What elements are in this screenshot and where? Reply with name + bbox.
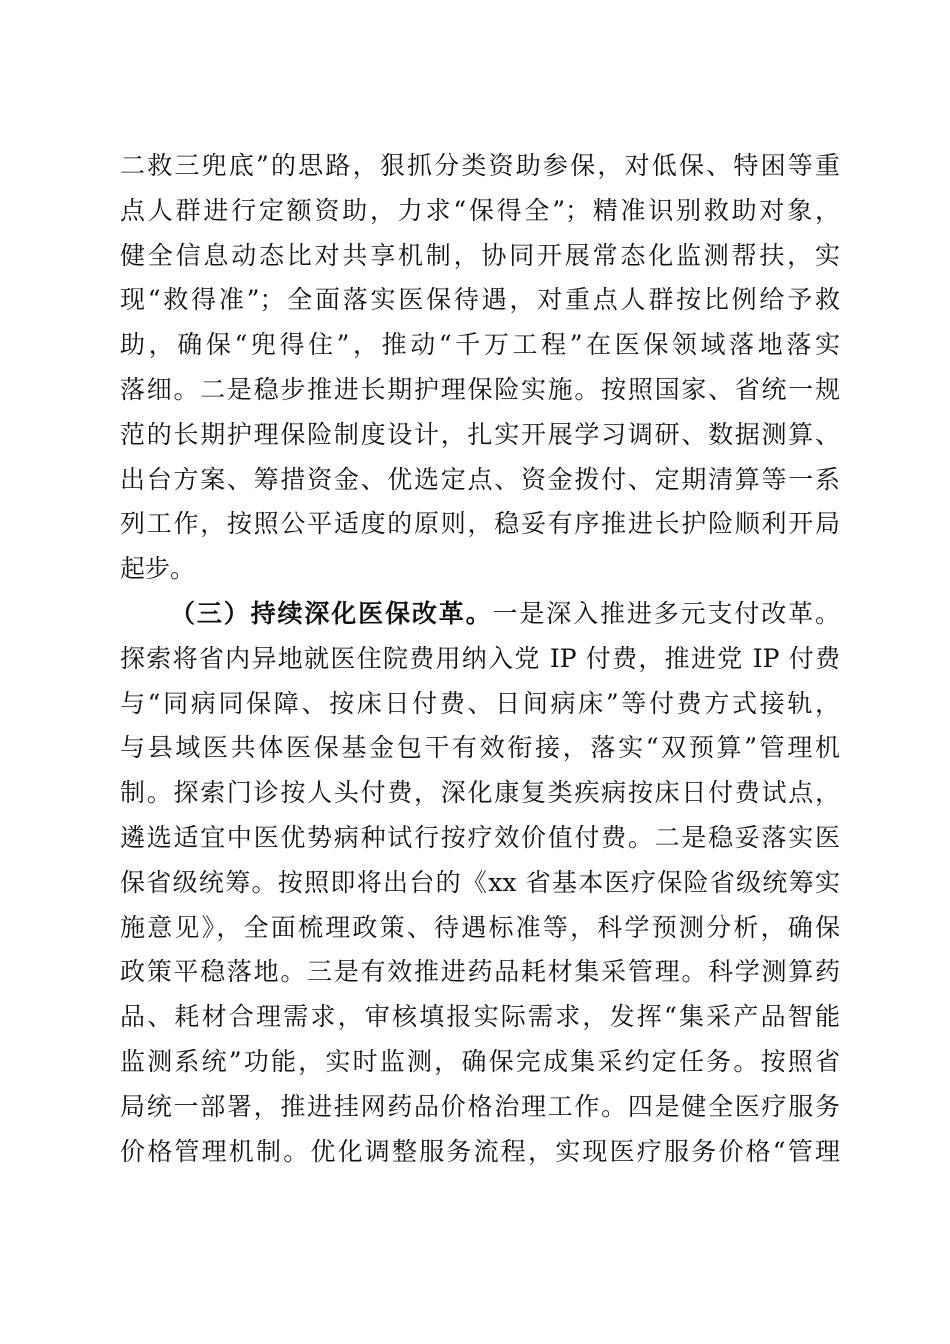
text-line: 制。探索门诊按人头付费，深化康复类疾病按床日付费试点， [120, 778, 840, 808]
text-line: 健全信息动态比对共享机制，协同开展常态化监测帮扶，实 [120, 240, 840, 270]
text-line: 保省级统筹。按照即将出台的《xx 省基本医疗保险省级统筹实 [120, 867, 840, 897]
text-line: 起步。 [120, 554, 196, 584]
text-line: 施意见》，全面梳理政策、待遇标准等，科学预测分析，确保 [120, 912, 840, 942]
text-line: 遴选适宜中医优势病种试行按疗效价值付费。二是稳妥落实医 [120, 822, 840, 852]
text-line: 与县域医共体医保基金包干有效衔接，落实“双预算”管理机 [120, 733, 840, 763]
paragraph-2-first-line [120, 592, 840, 637]
text-line: 点人群进行定额资助，力求“保得全”；精准识别救助对象， [120, 195, 840, 225]
text-line: 范的长期护理保险制度设计，扎实开展学习调研、数据测算、 [120, 419, 840, 449]
text-span: 一是深入推进多元支付改革。 [492, 599, 840, 628]
paragraph-2 [120, 592, 840, 1174]
text-line: 局统一部署，推进挂网药品价格治理工作。四是健全医疗服务 [120, 1091, 840, 1121]
text-line: 现“救得准”；全面落实医保待遇，对重点人群按比例给予救 [120, 285, 840, 315]
text-line: 列工作，按照公平适度的原则，稳妥有序推进长护险顺利开局 [120, 509, 840, 539]
text-line: 探索将省内异地就医住院费用纳入党 IP 付费，推进党 IP 付费 [120, 643, 840, 673]
text-line: 落细。二是稳步推进长期护理保险实施。按照国家、省统一规 [120, 374, 840, 404]
paragraph-1 [120, 144, 840, 592]
text-line: 出台方案、筹措资金、优选定点、资金拨付、定期清算等一系 [120, 464, 840, 494]
text-line: 品、耗材合理需求，审核填报实际需求，发挥“集采产品智能 [120, 1002, 840, 1032]
section-heading: （三）持续深化医保改革。 [170, 599, 493, 628]
text-line: 监测系统”功能，实时监测，确保完成集采约定任务。按照省 [120, 1046, 840, 1076]
text-line: 二救三兜底”的思路，狠抓分类资助参保，对低保、特困等重 [120, 151, 840, 180]
text-line: 助，确保“兜得住”，推动“千万工程”在医保领域落地落实 [120, 330, 840, 360]
text-line: 与“同病同保障、按床日付费、日间病床”等付费方式接轨， [120, 688, 840, 718]
text-line: 价格管理机制。优化调整服务流程，实现医疗服务价格“管理 [120, 1136, 840, 1166]
text-line: 政策平稳落地。三是有效推进药品耗材集采管理。科学测算药 [120, 957, 840, 987]
